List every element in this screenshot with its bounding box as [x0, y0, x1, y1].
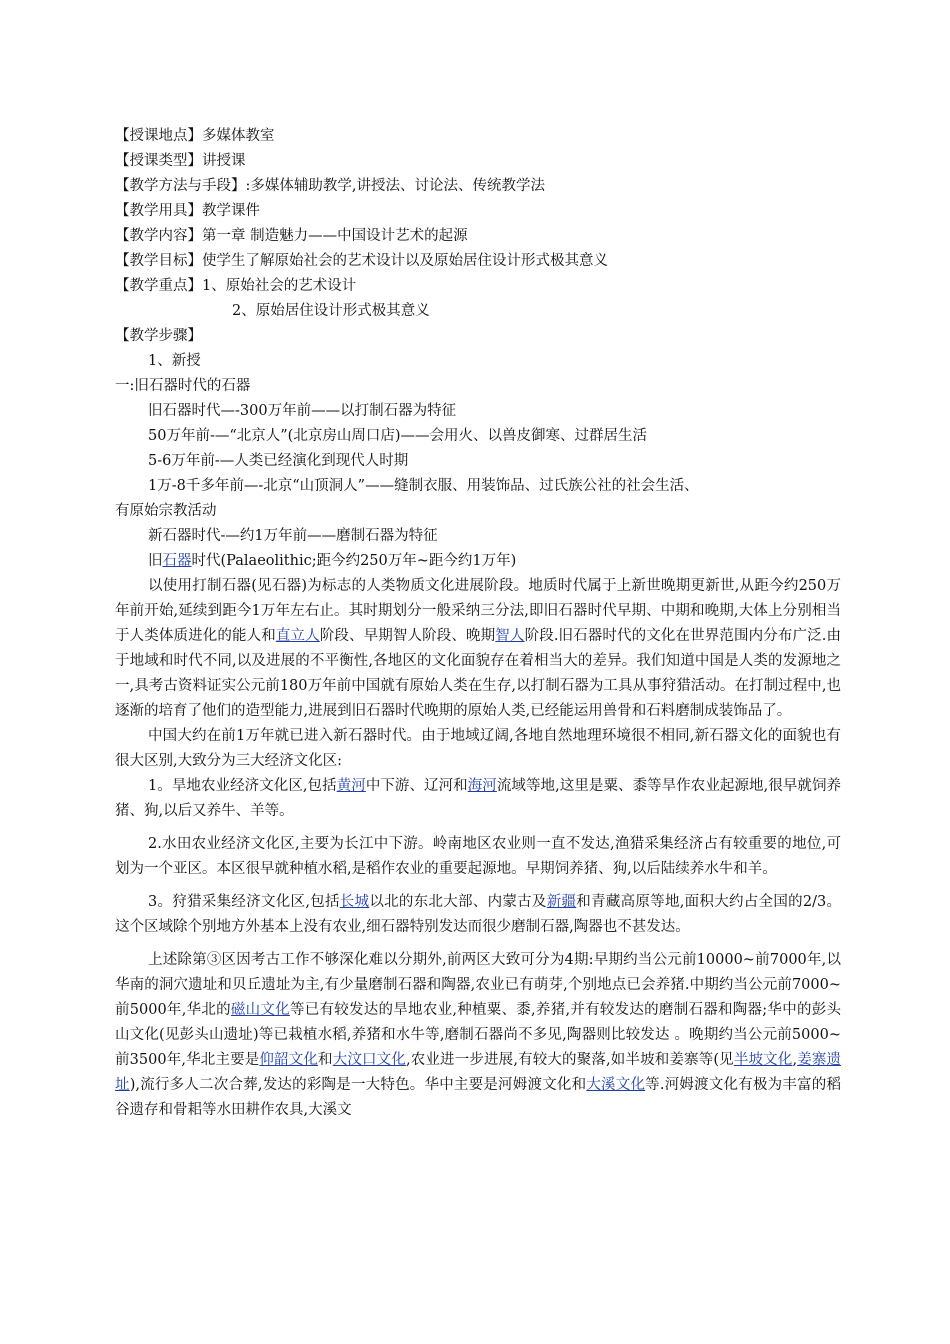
paragraph-hunting-gathering [115, 890, 841, 940]
teaching-methods: 【教学方法与手段】:多媒体辅助教学,讲授法、讨论法、传统教学法 [115, 178, 545, 194]
paragraph-paddy-agriculture: 2.水田农业经济文化区,主要为长江中下游。岭南地区农业则一直不发达,渔猎采集经济占有较重要的地位,可划为一个亚区。本区很早就种植水稻,是稻作农业的重要起源地。早期饲养猪、狗,以后陆续养水牛和羊。 [115, 836, 841, 877]
text-span: 流域等地,这里是粟、黍等旱作农业起源地,很早就饲养猪、狗,以后又养牛、羊等。 [115, 778, 842, 819]
timeline-item-neolithic: 新石器时代-—约1万年前——磨制石器为特征 [148, 528, 438, 544]
timeline-item-continuation: 有原始宗教活动 [115, 503, 217, 519]
link-stone-tools[interactable]: 石器 [162, 553, 192, 569]
link-xinjiang[interactable]: 新疆 [546, 894, 577, 910]
paragraph-palaeolithic [115, 574, 841, 724]
paragraph-dryland-agriculture [115, 774, 841, 824]
link-yangshao-culture[interactable]: 仰韶文化 [259, 1052, 319, 1068]
document-body [115, 124, 841, 1123]
section-heading: 一:旧石器时代的石器 [115, 378, 251, 394]
paragraph-spacer [115, 882, 841, 890]
text-span: 上述除第③区因考古工作不够深化难以分期外,前两区大致可分为4期:早期约当公元前10000~前7000年,以华南的洞穴遗址和贝丘遗址为主,有少量磨制石器和陶器,农业已有萌芽,个别地点已会养猪.中期约当公元前7000~前5000年,华北的 [115, 952, 841, 1018]
link-daxi-culture[interactable]: 大溪文化 [586, 1077, 646, 1093]
link-hai-river[interactable]: 海河 [467, 778, 497, 794]
text-span: 和青藏高原等地,面积大约占全国的2/3。这个区域除个别地方外基本上没有农业,细石器特别发达而很少磨制石器,陶器也不甚发达。 [115, 894, 842, 935]
link-banpo-culture[interactable]: 半坡文化 [733, 1052, 793, 1068]
link-jiangzhai-site[interactable]: 姜寨遗址 [115, 1052, 842, 1093]
text-span: 和 [318, 1052, 333, 1068]
text-span: 中下游、辽河和 [365, 778, 468, 794]
text-span: 以北的东北大部、内蒙古及 [369, 894, 547, 910]
teaching-steps-heading: 【教学步骤】 [115, 328, 202, 344]
timeline-item: 旧石器时代—-300万年前——以打制石器为特征 [148, 403, 457, 419]
text-span: 1。旱地农业经济文化区,包括 [148, 778, 337, 794]
text-span: 阶段、早期智人阶段、晚期 [319, 628, 496, 644]
teaching-goal: 【教学目标】使学生了解原始社会的艺术设计以及原始居住设计形式极其意义 [115, 253, 608, 269]
paragraph-spacer [115, 940, 841, 948]
teaching-location: 【授课地点】多媒体教室 [115, 128, 275, 144]
teaching-tools: 【教学用具】教学课件 [115, 203, 260, 219]
teaching-type: 【授课类型】讲授课 [115, 153, 246, 169]
palaeolithic-pre: 旧 [148, 553, 163, 569]
timeline-item: 50万年前-—“北京人”(北京房山周口店)——会用火、以兽皮御寒、过群居生活 [148, 428, 647, 444]
link-dawenkou-culture[interactable]: 大汶口文化 [332, 1052, 406, 1068]
link-yellow-river[interactable]: 黄河 [336, 778, 366, 794]
text-span: , [792, 1052, 798, 1068]
palaeolithic-post: 时代(Palaeolithic;距今约250万年~距今约1万年) [191, 553, 517, 569]
teaching-key-point-2: 2、原始居住设计形式极其意义 [232, 303, 430, 319]
link-homo-sapiens[interactable]: 智人 [495, 628, 525, 644]
text-span: 等.河姆渡文化有极为丰富的稻谷遗存和骨耜等水田耕作农具,大溪文 [115, 1077, 842, 1118]
text-span: 等已有较发达的旱地农业,种植粟、黍,养猪,并有较发达的磨制石器和陶器;华中的彭头山文化(见彭头山遗址)等已栽植水稻,养猪和水牛等,磨制石器尚不多见,陶器则比较发达 。晚期约当公元前5000~前3500年,华北主要是 [115, 1002, 841, 1068]
text-span: 以使用打制石器(见石器)为标志的人类物质文化进展阶段。地质时代属于上新世晚期更新世,从距今约250万年前开始,延续到距今1万年左右止。其时期划分一般采纳三分法,即旧石器时代早期、中期和晚期,大体上分别相当于人类体质进化的能人和 [115, 578, 841, 644]
teaching-key-point-1: 【教学重点】1、原始社会的艺术设计 [115, 278, 357, 294]
palaeolithic-heading [115, 549, 841, 574]
paragraph-neolithic-intro: 中国大约在前1万年就已进入新石器时代。由于地域辽阔,各地自然地理环境很不相同,新石器文化的面貌也有很大区别,大致分为三大经济文化区: [115, 728, 841, 769]
text-span: ),流行多人二次合葬,发达的彩陶是一大特色。华中主要是河姆渡文化和 [129, 1077, 587, 1093]
new-lesson-heading: 1、新授 [148, 353, 201, 369]
link-cishan-culture[interactable]: 磁山文化 [230, 1002, 290, 1018]
link-great-wall[interactable]: 长城 [339, 894, 370, 910]
text-span: 阶段.旧石器时代的文化在世界范围内分布广泛.由于地域和时代不同,以及进展的不平衡性,各地区的文化面貌存在着相当大的差异。我们知道中国是人类的发源地之一,具考古资料证实公元前180万年前中国就有原始人类在生存,以打制石器为工具从事狩猎活动。在打制过程中,也逐渐的培育了他们的造型能力,进展到旧石器时代晚期的原始人类,已经能运用兽骨和石料磨制成装饰品了。 [115, 628, 842, 719]
timeline-item: 5-6万年前-—人类已经演化到现代人时期 [148, 453, 409, 469]
text-span: ,农业进一步进展,有较大的聚落,如半坡和姜寨等(见 [405, 1052, 734, 1068]
timeline-item-shandingdong: 1万-8千多年前—-北京“山顶洞人”——缝制衣服、用装饰品、过氏族公社的社会生活、 [148, 478, 699, 494]
text-span: 3。狩猎采集经济文化区,包括 [148, 894, 340, 910]
paragraph-spacer [115, 824, 841, 832]
link-homo-erectus[interactable]: 直立人 [275, 628, 320, 644]
teaching-content: 【教学内容】第一章 制造魅力——中国设计艺术的起源 [115, 228, 468, 244]
paragraph-periodization [115, 948, 841, 1123]
